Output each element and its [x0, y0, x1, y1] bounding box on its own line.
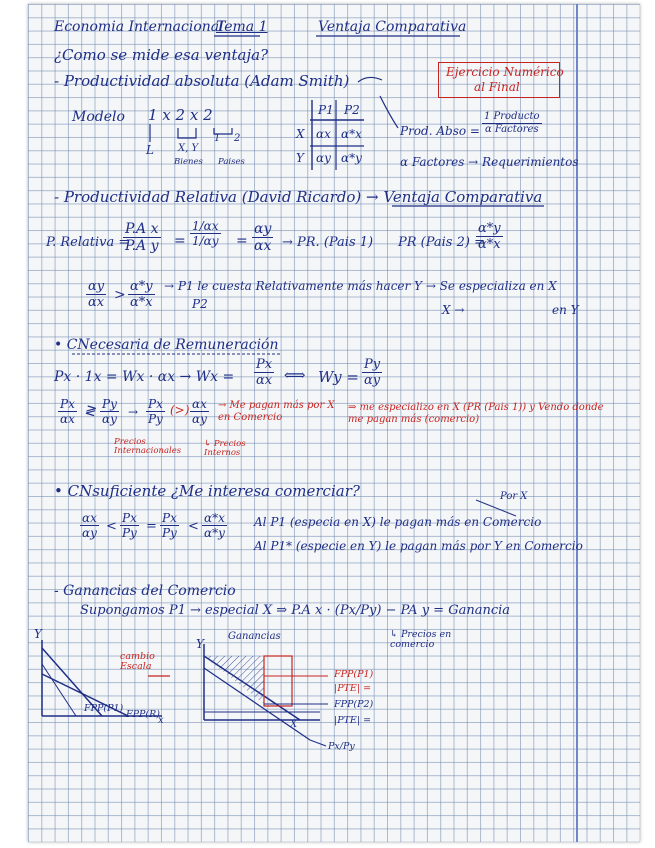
- alpha-ratio-num: αx: [192, 397, 207, 411]
- gains-line: Supongamos P1 → especial X ⇒ P.A x · (Px/Py) − PA y = Ganancia: [80, 603, 511, 618]
- suff-den: Py: [161, 526, 177, 540]
- suff-num: Px: [162, 511, 177, 525]
- suff-num: αx: [82, 511, 97, 525]
- specialize-note: ⇒ me especializo en X (PR (Pais 1)) y Vendo donde me pagan más (comercio): [348, 402, 604, 425]
- price-num: Px: [148, 397, 163, 411]
- graph2-gains-area: [204, 656, 264, 704]
- model-goods: X, Y: [178, 143, 199, 154]
- table-cell: α*x: [341, 127, 362, 141]
- suff-den: αy: [81, 526, 97, 540]
- topic-title: Tema 1: [216, 19, 268, 35]
- suff-den: Py: [121, 526, 137, 540]
- por-x-note: Por X: [500, 491, 528, 502]
- graph2-y-label: Y: [196, 637, 204, 651]
- table-col-p1: P1: [318, 103, 334, 117]
- suff-num: α*x: [204, 511, 225, 525]
- table-col-p2: P2: [344, 103, 360, 117]
- graph2-label: |PTE| =: [334, 683, 372, 694]
- prod-abs-label: Prod. Abso =: [400, 124, 480, 138]
- graph1-line: [42, 664, 76, 716]
- table-cell: αx: [316, 127, 331, 141]
- star-num: α*y: [478, 221, 501, 236]
- model-countries-note: Paises: [218, 157, 245, 167]
- remuneration-title: • CNecesaria de Remuneración: [54, 337, 279, 353]
- graph2-label: Px/Py: [328, 741, 355, 752]
- pa-num: P.A x: [125, 221, 159, 237]
- graph2-x-label: X: [290, 719, 298, 730]
- graph2-label: |PTE| =: [334, 715, 372, 726]
- wy-num: Py: [364, 357, 381, 372]
- table-row-x: X: [296, 127, 305, 141]
- graph1-fpp1: FPP(P1): [84, 703, 124, 714]
- graph1-x-label: x: [158, 715, 164, 726]
- pay-note: → Me pagan más por X en Comercio: [218, 400, 335, 423]
- model-goods-note: Bienes: [174, 157, 203, 167]
- model-dims: 1 x 2 x 2: [148, 106, 213, 124]
- model-factor: L: [146, 143, 154, 157]
- ink-drawings: [28, 4, 640, 842]
- cmp-right-den: α*x: [130, 295, 153, 310]
- prices-int: Precios Internacionales: [114, 437, 182, 456]
- arrow-line: [380, 96, 398, 128]
- model-bracket: [178, 128, 232, 138]
- prod-abs-den: α Factores: [484, 124, 539, 135]
- graph2-label: FPP(P2): [334, 699, 374, 710]
- arrow-line: [358, 77, 382, 82]
- graph2-label: FPP(P1): [334, 669, 374, 680]
- greater-circled: (>): [170, 403, 190, 417]
- graph1-y-label: Y: [34, 627, 42, 641]
- cmp-left-num: αy: [88, 279, 105, 294]
- wy-label: Wy =: [318, 368, 359, 386]
- remuneration-eq: Px · 1x = Wx · αx → Wx =: [54, 369, 235, 385]
- table-cell: α*y: [341, 151, 362, 165]
- graph1-fpp2-line: [42, 674, 128, 716]
- model-country-1: 1: [214, 133, 221, 144]
- factors-note: α Factores → Requerimientos: [400, 155, 579, 169]
- graph2-title: Ganancias: [228, 631, 281, 642]
- wx-num: Px: [256, 357, 273, 372]
- compare-arrow: X →: [442, 303, 465, 317]
- graph1-fpp2: FPP(R): [126, 709, 160, 720]
- table-cell: αy: [316, 151, 331, 165]
- graph1-scale-note: cambio Escala: [120, 651, 155, 672]
- graph2-pointer: [310, 740, 326, 746]
- gains-title: - Ganancias del Comercio: [54, 583, 236, 599]
- equals-sign: =: [174, 233, 186, 249]
- alpha-num: αy: [254, 221, 272, 237]
- compare-p2: P2: [192, 297, 208, 311]
- gains-prices-note: ↳ Precios en comercio: [390, 629, 452, 650]
- pr-country-1: → PR. (Pais 1): [282, 235, 374, 250]
- ratio-left-den: αx: [59, 412, 75, 426]
- pa-den: P.A y: [124, 238, 159, 254]
- cmp-left-den: αx: [88, 295, 105, 310]
- notebook-page: [28, 4, 640, 842]
- alpha-den: αx: [254, 238, 272, 254]
- less-sign: <: [106, 519, 117, 534]
- ratio-right-num: Py: [102, 397, 117, 411]
- geq-sign: ≷: [84, 403, 96, 419]
- arrow: →: [128, 405, 139, 419]
- wy-den: αy: [363, 373, 381, 388]
- sufficient-title: • CNsuficiente ¿Me interesa comerciar?: [54, 482, 360, 500]
- star-den: α*x: [478, 237, 501, 252]
- wx-den: αx: [255, 373, 273, 388]
- subject-title: Ventaja Comparativa: [318, 19, 467, 35]
- inverse-den: 1/αy: [192, 234, 219, 248]
- sufficient-line2: Al P1* (especie en Y) le pagan más por Y en Comercio: [254, 539, 583, 553]
- relative-lhs: P. Relativa =: [46, 235, 130, 250]
- question: ¿Como se mide esa ventaja?: [54, 46, 269, 64]
- prod-abs-num: 1 Producto: [484, 111, 540, 122]
- pointer: [476, 500, 516, 516]
- relative-title: - Productividad Relativa (David Ricardo) → Ventaja Comparativa: [54, 188, 543, 206]
- model-label: Modelo: [72, 109, 125, 125]
- model-country-2: 2: [234, 133, 241, 144]
- alpha-ratio-den: αy: [191, 412, 207, 426]
- sufficient-line1: Al P1 (especia en X) le pagan más en Comercio: [254, 515, 542, 529]
- graph1-fpp1-line: [42, 648, 102, 716]
- iff-symbol: ⟺: [284, 366, 306, 384]
- greater-sign: >: [114, 287, 126, 303]
- suff-den: α*y: [203, 526, 225, 540]
- suff-num: Px: [122, 511, 137, 525]
- ratio-right-den: αy: [101, 412, 117, 426]
- equals-sign: =: [236, 233, 248, 249]
- course-title: Economia Internacional: [54, 19, 224, 35]
- exercise-line2: al Final: [474, 80, 520, 94]
- absolute-title: - Productividad absoluta (Adam Smith): [54, 72, 350, 90]
- cmp-right-num: α*y: [130, 279, 153, 294]
- prices-dom: ↳ Precios Internos: [204, 439, 246, 458]
- pr-country-2: PR (Pais 2) =: [398, 235, 485, 250]
- price-den: Py: [147, 412, 163, 426]
- table-row-y: Y: [296, 151, 304, 165]
- equals-sign: =: [146, 519, 157, 534]
- compare-y: en Y: [552, 303, 579, 317]
- less-sign: <: [188, 519, 199, 534]
- exercise-line1: Ejercicio Numérico: [446, 65, 564, 79]
- compare-text: → P1 le cuesta Relativamente más hacer Y → Se especializa en X: [164, 279, 557, 293]
- ratio-left-num: Px: [60, 397, 75, 411]
- inverse-num: 1/αx: [192, 219, 219, 233]
